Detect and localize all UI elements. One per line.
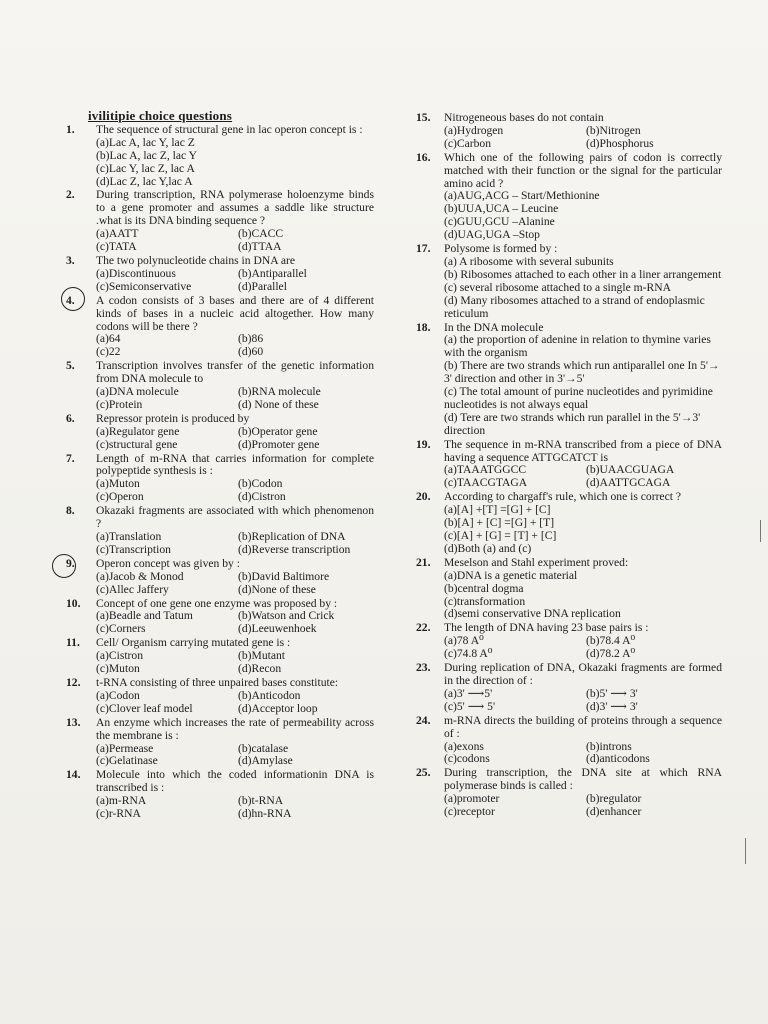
answer-options <box>96 610 374 636</box>
answer-option: (b)introns <box>586 739 632 753</box>
answer-option: (d)Cistron <box>238 490 286 504</box>
answer-options <box>444 125 722 151</box>
question-item <box>66 505 374 557</box>
question-text: According to chargaff's rule, which one is correct ? <box>444 490 681 504</box>
answer-option: (b)Anticodon <box>238 688 301 702</box>
answer-option: (d)Promoter gene <box>238 437 320 451</box>
question-item <box>416 439 722 491</box>
answer-option: (c)Carbon <box>444 136 491 150</box>
question-item <box>66 360 374 412</box>
answer-options <box>96 690 374 716</box>
answer-options <box>96 650 374 676</box>
answer-options <box>96 478 374 504</box>
answer-option: (a)Translation <box>96 530 162 543</box>
question-body <box>444 662 722 714</box>
question-item <box>66 637 374 676</box>
question-item <box>66 413 374 452</box>
answer-options <box>96 228 374 254</box>
answer-option: (c)Clover leaf model <box>96 701 193 715</box>
answer-option: (b)CACC <box>238 227 284 241</box>
answer-option: (c)TATA <box>96 240 137 254</box>
question-body <box>444 152 722 242</box>
question-item <box>416 112 722 151</box>
answer-option: (b)catalase <box>238 741 289 755</box>
answer-option: (c)receptor <box>444 805 495 819</box>
question-list-left <box>66 124 374 821</box>
question-number: 23. <box>416 661 431 675</box>
question-body <box>444 439 722 491</box>
answer-option: (c)Operon <box>96 490 144 504</box>
question-body <box>444 243 722 320</box>
question-body <box>444 557 722 622</box>
answer-option: (d)Leeuwenhoek <box>238 622 317 636</box>
question-number: 10. <box>66 596 81 610</box>
question-number: 7. <box>66 451 75 465</box>
answer-option: (d) Many ribosomes attached to a strand of endoplasmic reticulum <box>444 293 705 320</box>
right-column <box>416 112 722 820</box>
answer-option: (a)m-RNA <box>96 794 147 808</box>
question-body <box>96 717 374 769</box>
answer-option: (b)Replication of DNA <box>238 530 346 543</box>
question-text: The two polynucleotide chains in DNA are <box>96 253 295 267</box>
answer-option: (b)David Baltimore <box>238 569 330 583</box>
answer-option: (a)Muton <box>96 477 140 491</box>
answer-option: (b)Lac A, lac Z, lac Y <box>96 148 197 162</box>
answer-option: (c)Semiconservative <box>96 279 192 293</box>
answer-options <box>96 426 374 452</box>
answer-option: (b)Operator gene <box>238 424 318 438</box>
question-item <box>66 677 374 716</box>
answer-option: (a)TAAATGGCC <box>444 463 527 477</box>
question-text: Molecule into which the coded informationin DNA is transcribed is : <box>96 768 374 795</box>
answer-option: (d)Recon <box>238 662 282 676</box>
question-text: Concept of one gene one enzyme was proposed by : <box>96 596 338 610</box>
answer-option: (c)74.8 A⁰ <box>444 647 493 661</box>
question-item <box>416 322 722 438</box>
question-text: Nitrogeneous bases do not contain <box>444 111 604 124</box>
question-text: The length of DNA having 23 base pairs is : <box>444 621 649 635</box>
answer-option: (c) several ribosome attached to a single m-RNA <box>444 280 671 294</box>
answer-option: (c)Muton <box>96 662 140 676</box>
question-body <box>96 124 374 189</box>
answer-options <box>444 741 722 767</box>
answer-option: (d)Amylase <box>238 754 293 768</box>
question-body <box>444 767 722 819</box>
answer-option: (c)r-RNA <box>96 807 141 821</box>
answer-options <box>444 793 722 819</box>
answer-option: (d)60 <box>238 345 264 359</box>
answer-option: (a) the proportion of adenine in relation to thymine varies with the organism <box>444 333 711 360</box>
answer-option: (d)Parallel <box>238 279 287 293</box>
answer-option: (a)AATT <box>96 227 139 241</box>
answer-option: (d)anticodons <box>586 752 650 766</box>
question-number: 1. <box>66 122 75 136</box>
question-number: 17. <box>416 242 431 256</box>
answer-option: (a)Jacob & Monod <box>96 569 184 583</box>
answer-option: (a)Permease <box>96 741 154 755</box>
answer-option: (c)Gelatinase <box>96 754 158 768</box>
answer-option: (c)structural gene <box>96 437 178 451</box>
answer-options <box>444 635 722 661</box>
handwritten-circle-mark <box>52 554 76 578</box>
question-text: Cell/ Organism carrying mutated gene is : <box>96 636 291 650</box>
question-text: m-RNA directs the building of proteins through a sequence of : <box>444 713 722 740</box>
question-text: In the DNA molecule <box>444 320 544 334</box>
question-text: The sequence in m-RNA transcribed from a piece of DNA having a sequence ATTGCATCT is <box>444 437 722 464</box>
question-list-right <box>416 112 722 819</box>
left-column <box>66 110 374 822</box>
question-text: During replication of DNA, Okazaki fragments are formed in the direction of : <box>444 661 722 687</box>
question-body <box>96 769 374 821</box>
question-text: Operon concept was given by : <box>96 556 240 570</box>
question-body <box>444 112 722 151</box>
answer-option: (c)transformation <box>444 594 526 608</box>
answer-option: (c)codons <box>444 752 490 766</box>
answer-option: (b)Antiparallel <box>238 266 307 280</box>
answer-option: (d)Acceptor loop <box>238 701 318 715</box>
question-text: Okazaki fragments are associated with which phenomenon ? <box>96 504 374 531</box>
question-item <box>66 124 374 189</box>
answer-options <box>444 464 722 490</box>
answer-option: (d) None of these <box>238 397 319 411</box>
question-text: t-RNA consisting of three unpaired bases constitute: <box>96 675 339 689</box>
answer-option: (b)RNA molecule <box>238 385 321 399</box>
question-item <box>416 152 722 242</box>
answer-option: (a)DNA is a genetic material <box>444 568 578 582</box>
question-text: Repressor protein is produced by <box>96 411 250 425</box>
answer-option: (c)[A] + [G] = [T] + [C] <box>444 529 557 542</box>
question-item <box>416 622 722 661</box>
answer-option: (a)Lac A, lac Y, lac Z <box>96 135 195 149</box>
question-number: 14. <box>66 768 81 782</box>
question-number: 9. <box>66 556 75 570</box>
question-body <box>96 295 374 360</box>
answer-options <box>96 795 374 821</box>
answer-option: (d)enhancer <box>586 805 642 819</box>
question-number: 19. <box>416 437 431 451</box>
question-body <box>96 677 374 716</box>
question-number: 5. <box>66 359 75 373</box>
answer-option: (d)Phosphorus <box>586 136 654 150</box>
question-body <box>96 453 374 505</box>
answer-option: (a)promoter <box>444 792 500 806</box>
answer-option: (b)78.4 A⁰ <box>586 634 636 648</box>
answer-options <box>444 688 722 714</box>
question-item <box>66 598 374 637</box>
answer-option: (a)DNA molecule <box>96 385 179 399</box>
question-body <box>96 360 374 412</box>
question-number: 22. <box>416 621 431 635</box>
answer-option: (b)UUA,UCA – Leucine <box>444 202 559 216</box>
answer-option: (d)semi conservative DNA replication <box>444 607 621 621</box>
question-number: 18. <box>416 320 431 334</box>
answer-options <box>96 137 374 189</box>
answer-option: (d)UAG,UGA –Stop <box>444 228 540 242</box>
answer-option: (b)Mutant <box>238 649 286 663</box>
answer-option: (c)Corners <box>96 622 146 636</box>
answer-option: (a)[A] +[T] =[G] + [C] <box>444 503 551 517</box>
question-text: Meselson and Stahl experiment proved: <box>444 555 629 569</box>
question-item <box>416 491 722 556</box>
question-number: 13. <box>66 715 81 729</box>
answer-option: (b)UAACGUAGA <box>586 463 675 477</box>
question-item <box>66 453 374 505</box>
question-body <box>96 558 374 597</box>
question-number: 24. <box>416 713 431 727</box>
answer-option: (d)TTAA <box>238 240 282 254</box>
question-body <box>96 413 374 452</box>
question-number: 4. <box>66 293 75 307</box>
handwritten-circle-mark <box>61 287 85 311</box>
answer-option: (a)exons <box>444 739 484 753</box>
question-item <box>416 557 722 622</box>
answer-options <box>96 743 374 769</box>
answer-options <box>444 570 722 622</box>
answer-option: (b)86 <box>238 332 264 346</box>
question-number: 20. <box>416 490 431 504</box>
answer-option: (a)AUG,ACG – Start/Methionine <box>444 189 600 203</box>
question-item <box>416 715 722 767</box>
question-text: Polysome is formed by : <box>444 242 558 256</box>
question-text: The sequence of structural gene in lac operon concept is : <box>96 122 363 136</box>
answer-option: (c)TAACGTAGA <box>444 476 528 490</box>
question-number: 2. <box>66 188 75 202</box>
answer-options <box>444 504 722 556</box>
answer-option: (a)3' ⟶5' <box>444 686 493 700</box>
answer-option: (d)78.2 A⁰ <box>586 647 636 661</box>
answer-options <box>96 571 374 597</box>
answer-options <box>96 531 374 557</box>
answer-option: (c)GUU,GCU –Alanine <box>444 215 555 229</box>
question-item <box>66 558 374 597</box>
question-text: A codon consists of 3 bases and there are of 4 different kinds of bases in a nucleic acid altogether. How many codons will be there ? <box>96 293 374 333</box>
answer-option: (a)78 A⁰ <box>444 634 484 648</box>
answer-option: (b) There are two strands which run antiparallel one In 5'→ 3' direction and other in 3'→5' <box>444 359 720 386</box>
question-number: 16. <box>416 150 431 164</box>
answer-option: (a)Beadle and Tatum <box>96 609 193 623</box>
answer-option: (a)64 <box>96 332 121 346</box>
question-body <box>96 255 374 294</box>
answer-options <box>444 190 722 242</box>
answer-option: (a) A ribosome with several subunits <box>444 254 614 268</box>
question-text: During transcription, the DNA site at which RNA polymerase binds is called : <box>444 766 722 793</box>
question-number: 8. <box>66 504 75 518</box>
answer-option: (c) The total amount of purine nucleotides and pyrimidine nucleotides is not always equal <box>444 385 713 411</box>
answer-options <box>444 334 722 437</box>
answer-option: (b)Nitrogen <box>586 123 641 137</box>
question-text: During transcription, RNA polymerase holoenzyme binds to a gene promoter and assumes a saddle like structure .what is its DNA binding sequence ? <box>96 188 374 228</box>
question-body <box>96 637 374 676</box>
answer-option: (d)Both (a) and (c) <box>444 541 532 555</box>
answer-options <box>96 333 374 359</box>
answer-option: (d) Tere are two strands which run parallel in the 5'→3' direction <box>444 410 701 437</box>
answer-option: (a)Codon <box>96 688 140 702</box>
scan-edge-mark <box>760 520 761 542</box>
answer-option: (d)AATTGCAGA <box>586 476 671 490</box>
answer-option: (b) Ribosomes attached to each other in a liner arrangement <box>444 267 722 281</box>
question-text: Transcription involves transfer of the genetic information from DNA molecule to <box>96 359 374 386</box>
answer-option: (b)t-RNA <box>238 794 284 808</box>
answer-option: (b)Watson and Crick <box>238 609 335 623</box>
answer-option: (d)None of these <box>238 582 316 596</box>
question-number: 25. <box>416 766 431 780</box>
answer-option: (c)Protein <box>96 397 143 411</box>
question-item <box>66 717 374 769</box>
question-body <box>444 322 722 438</box>
answer-option: (b)Codon <box>238 477 283 491</box>
question-number: 6. <box>66 411 75 425</box>
answer-option: (a)Discontinuous <box>96 266 176 280</box>
question-number: 12. <box>66 675 81 689</box>
question-body <box>444 622 722 661</box>
answer-option: (d)Lac Z, lac Y,lac A <box>96 174 193 188</box>
question-text: An enzyme which increases the rate of permeability across the membrane is : <box>96 715 374 742</box>
question-body <box>444 491 722 556</box>
answer-option: (b)regulator <box>586 792 642 806</box>
question-item <box>66 295 374 360</box>
question-item <box>66 189 374 254</box>
answer-option: (c)5' ⟶ 5' <box>444 699 496 713</box>
question-item <box>66 769 374 821</box>
answer-option: (b)5' ⟶ 3' <box>586 686 638 700</box>
answer-option: (a)Cistron <box>96 649 144 663</box>
answer-options <box>96 386 374 412</box>
question-item <box>416 243 722 320</box>
answer-option: (b)[A] + [C] =[G] + [T] <box>444 516 555 530</box>
question-body <box>444 715 722 767</box>
question-number: 21. <box>416 555 431 569</box>
question-body <box>96 189 374 254</box>
question-text: Length of m-RNA that carries information for complete polypeptide synthesis is : <box>96 451 374 478</box>
question-number: 3. <box>66 253 75 267</box>
question-number: 15. <box>416 111 431 124</box>
answer-option: (c)Allec Jaffery <box>96 582 169 596</box>
answer-option: (d)3' ⟶ 3' <box>586 699 638 713</box>
answer-options <box>444 256 722 321</box>
question-item <box>416 767 722 819</box>
question-number: 11. <box>66 636 80 650</box>
page-title: ivilitipie choice questions <box>88 108 233 123</box>
question-item <box>416 662 722 714</box>
question-body <box>96 598 374 637</box>
answer-option: (a)Hydrogen <box>444 123 504 137</box>
answer-option: (b)central dogma <box>444 581 524 595</box>
question-text: Which one of the following pairs of codon is correctly matched with their function or the signal for the particular amino acid ? <box>444 150 722 190</box>
question-body <box>96 505 374 557</box>
answer-option: (c)Transcription <box>96 542 171 556</box>
answer-option: (d)hn-RNA <box>238 807 292 821</box>
answer-option: (a)Regulator gene <box>96 424 180 438</box>
answer-options <box>96 268 374 294</box>
answer-option: (d)Reverse transcription <box>238 542 351 556</box>
answer-option: (c)22 <box>96 345 121 359</box>
scan-edge-mark <box>745 838 746 864</box>
question-item <box>66 255 374 294</box>
answer-option: (c)Lac Y, lac Z, lac A <box>96 161 195 175</box>
